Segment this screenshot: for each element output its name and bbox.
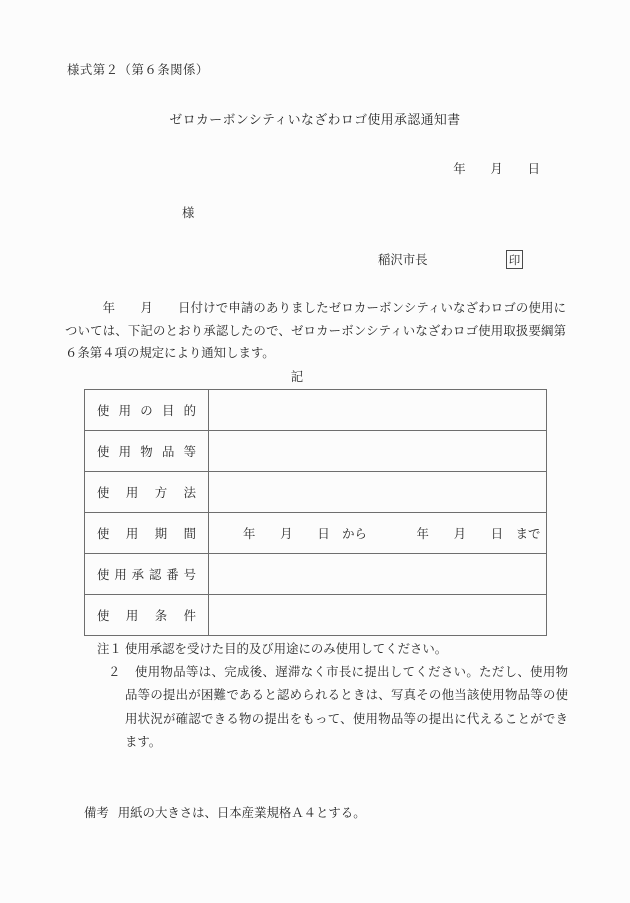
document-title: ゼロカーボンシティいなざわロゴ使用承認通知書 [169, 113, 461, 127]
table-row-approval-number [85, 554, 547, 595]
record-heading: 記 [290, 370, 304, 384]
row-label-method: 使 用 方 法 [85, 472, 209, 513]
detail-table [84, 389, 547, 636]
remarks-label: 備考 [84, 806, 109, 820]
addressee-honorific: 様 [182, 206, 195, 220]
row-label-purpose: 使 用 の 目 的 [85, 390, 209, 431]
row-value-approval-number [209, 554, 547, 595]
seal-box [506, 250, 523, 269]
remarks-line [84, 804, 366, 822]
table-row-purpose [85, 390, 547, 431]
note-item-2 [97, 661, 568, 754]
table-row-period [85, 513, 547, 554]
seal-label: 印 [508, 254, 521, 267]
form-number: 様式第２（第６条関係） [67, 63, 209, 77]
remarks-text: 用紙の大きさは、日本産業規格Ａ４とする。 [117, 806, 366, 820]
note-text-2: 使用物品等は、完成後、遅滞なく市長に提出してください。ただし、使用物品等の提出が困難であると認められるときは、写真その他当該使用物品等の使用状況が確認できる物の提出をもって、使用物品等の提出に代えることができます。 [125, 665, 568, 749]
row-label-period: 使 用 期 間 [85, 513, 209, 554]
table-row-items [85, 431, 547, 472]
signer-title: 稲沢市長 [378, 253, 428, 267]
body-paragraph: 年 月 日付けで申請のありましたゼロカーボンシティいなざわロゴの使用については、下記のとおり承認したので、ゼロカーボンシティいなざわロゴ使用取扱要綱第６条第４項の規定により通知します。 [65, 301, 566, 361]
row-value-period: 年 月 日 から 年 月 日 まで [209, 513, 547, 554]
table-row-conditions [85, 595, 547, 636]
note-label-2: ２ [108, 665, 121, 680]
row-label-conditions: 使 用 条 件 [85, 595, 209, 636]
issue-date-line: 年 月 日 [453, 162, 540, 176]
row-value-conditions [209, 595, 547, 636]
signer-row [0, 249, 630, 271]
note-label-1: 注１ [97, 642, 122, 656]
note-item-1 [97, 638, 568, 661]
row-value-purpose [209, 390, 547, 431]
notes-section [97, 638, 568, 754]
note-text-1: 使用承認を受けた目的及び用途にのみ使用してください。 [125, 642, 448, 656]
table-row-method [85, 472, 547, 513]
row-value-method [209, 472, 547, 513]
row-value-items [209, 431, 547, 472]
row-label-items: 使 用 物 品 等 [85, 431, 209, 472]
row-label-approval-number: 使 用 承 認 番 号 [85, 554, 209, 595]
